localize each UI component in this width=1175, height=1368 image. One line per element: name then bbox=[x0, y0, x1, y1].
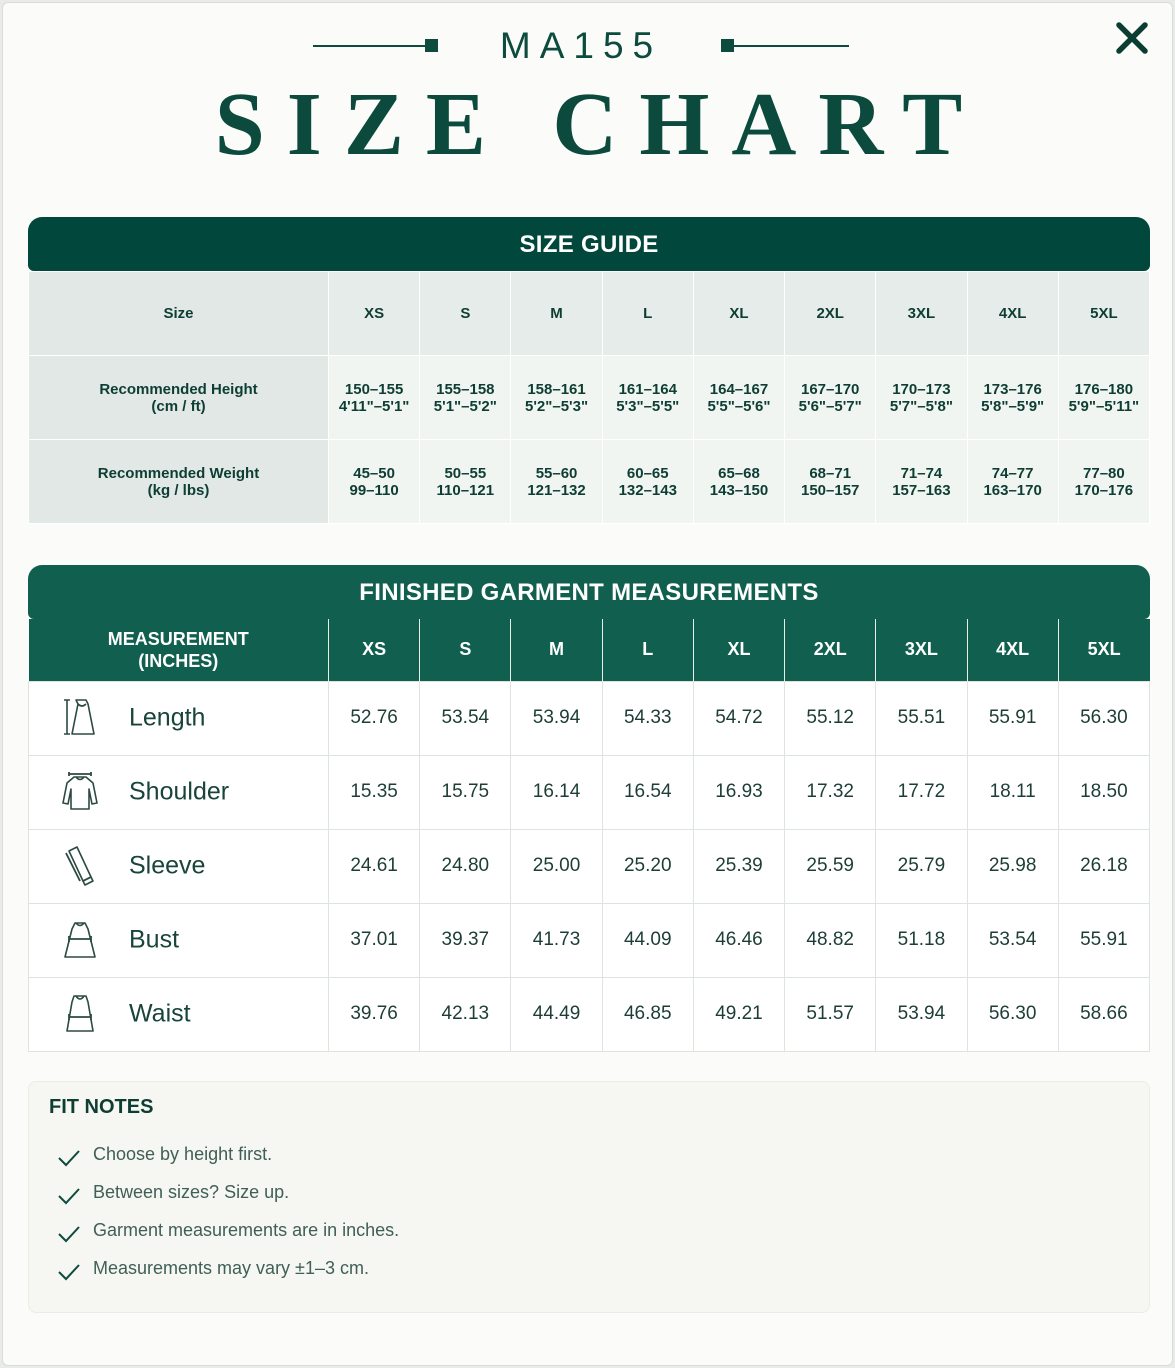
header bbox=[3, 3, 1174, 203]
measurement-name: Sleeve bbox=[129, 851, 206, 880]
height-ft: 4'11"–5'1" bbox=[338, 397, 410, 415]
weight-lbs: 132–143 bbox=[618, 481, 677, 499]
weight-lbs: 157–163 bbox=[892, 481, 951, 499]
weight-kg: 45–50 bbox=[353, 464, 395, 482]
weight-lbs: 99–110 bbox=[349, 481, 399, 499]
weight-cell bbox=[329, 440, 420, 524]
bust-icon bbox=[57, 917, 103, 963]
height-cell bbox=[420, 356, 511, 440]
measurement-label bbox=[29, 755, 329, 829]
measurement-value: 16.14 bbox=[511, 755, 602, 829]
measurement-value: 54.33 bbox=[602, 681, 693, 755]
weight-lbs: 121–132 bbox=[527, 481, 586, 499]
weight-lbs: 163–170 bbox=[983, 481, 1042, 499]
height-label-line2: (cm / ft) bbox=[151, 397, 206, 415]
divider bbox=[313, 45, 431, 47]
weight-cell bbox=[693, 440, 784, 524]
measurement-value: 44.09 bbox=[602, 903, 693, 977]
weight-cell bbox=[785, 440, 876, 524]
measurement-value: 25.39 bbox=[693, 829, 784, 903]
check-icon bbox=[57, 1146, 81, 1170]
measurement-label bbox=[29, 903, 329, 977]
measurement-value: 16.93 bbox=[693, 755, 784, 829]
model-code: MA155 bbox=[499, 25, 663, 66]
height-label bbox=[29, 356, 329, 440]
height-cm: 173–176 bbox=[983, 380, 1042, 398]
measurement-value: 55.12 bbox=[785, 681, 876, 755]
height-ft: 5'3"–5'5" bbox=[616, 397, 680, 415]
measurement-value: 17.72 bbox=[876, 755, 967, 829]
weight-lbs: 110–121 bbox=[436, 481, 495, 499]
measurement-value: 55.51 bbox=[876, 681, 967, 755]
measurement-name: Waist bbox=[129, 999, 191, 1028]
shoulder-icon bbox=[57, 769, 103, 815]
size-guide-table bbox=[28, 271, 1150, 524]
size-header: 3XL bbox=[876, 619, 967, 681]
weight-kg: 60–65 bbox=[626, 464, 669, 482]
measurement-value: 54.72 bbox=[693, 681, 784, 755]
measurement-header-line1: MEASUREMENT bbox=[107, 628, 249, 649]
measurements-title: FINISHED GARMENT MEASUREMENTS bbox=[28, 565, 1150, 619]
size-header: 5XL bbox=[1058, 619, 1149, 681]
decor-square bbox=[425, 39, 438, 52]
weight-lbs: 170–176 bbox=[1074, 481, 1134, 499]
measurements-header-row bbox=[29, 619, 1150, 681]
measurement-value: 25.98 bbox=[967, 829, 1058, 903]
size-cell: XL bbox=[693, 272, 784, 356]
measurement-value: 55.91 bbox=[1058, 903, 1149, 977]
measurement-value: 15.35 bbox=[329, 755, 420, 829]
size-cell: M bbox=[511, 272, 602, 356]
weight-lbs: 150–157 bbox=[801, 481, 860, 499]
measurement-value: 25.20 bbox=[602, 829, 693, 903]
measurement-row-sleeve bbox=[29, 829, 1150, 903]
measurement-value: 37.01 bbox=[329, 903, 420, 977]
size-header: 2XL bbox=[785, 619, 876, 681]
measurement-value: 18.50 bbox=[1058, 755, 1149, 829]
measurement-value: 39.37 bbox=[420, 903, 511, 977]
measurement-row-waist bbox=[29, 977, 1150, 1051]
height-ft: 5'8"–5'9" bbox=[981, 397, 1045, 415]
height-ft: 5'6"–5'7" bbox=[798, 397, 862, 415]
weight-kg: 71–74 bbox=[900, 464, 943, 482]
size-row bbox=[29, 272, 1150, 356]
height-label-line1: Recommended Height bbox=[99, 380, 258, 398]
measurement-header-line2: (INCHES) bbox=[138, 650, 219, 671]
measurement-name: Bust bbox=[129, 925, 180, 954]
size-cell: XS bbox=[329, 272, 420, 356]
height-cell bbox=[511, 356, 602, 440]
fit-note-text: Choose by height first. bbox=[93, 1144, 273, 1164]
weight-cell bbox=[967, 440, 1058, 524]
weight-kg: 74–77 bbox=[991, 464, 1034, 482]
weight-kg: 55–60 bbox=[535, 464, 578, 482]
fit-notes-title: FIT NOTES bbox=[49, 1096, 154, 1118]
measurement-value: 56.30 bbox=[1058, 681, 1149, 755]
size-chart-modal bbox=[2, 2, 1173, 1366]
measurement-value: 51.57 bbox=[785, 977, 876, 1051]
size-cell: L bbox=[602, 272, 693, 356]
weight-kg: 50–55 bbox=[444, 464, 487, 482]
measurement-value: 51.18 bbox=[876, 903, 967, 977]
height-cm: 176–180 bbox=[1074, 380, 1134, 398]
measurement-row-shoulder bbox=[29, 755, 1150, 829]
measurement-row-length bbox=[29, 681, 1150, 755]
measurement-name: Length bbox=[129, 703, 206, 732]
height-cell bbox=[602, 356, 693, 440]
measurement-value: 48.82 bbox=[785, 903, 876, 977]
weight-kg: 68–71 bbox=[809, 464, 852, 482]
height-cm: 150–155 bbox=[344, 380, 404, 398]
measurement-value: 44.49 bbox=[511, 977, 602, 1051]
measurement-value: 25.59 bbox=[785, 829, 876, 903]
weight-cell bbox=[876, 440, 967, 524]
measurement-value: 52.76 bbox=[329, 681, 420, 755]
measurement-value: 15.75 bbox=[420, 755, 511, 829]
size-header: 4XL bbox=[967, 619, 1058, 681]
measurement-value: 53.54 bbox=[967, 903, 1058, 977]
weight-kg: 77–80 bbox=[1083, 464, 1125, 482]
check-icon bbox=[57, 1184, 81, 1208]
height-ft: 5'2"–5'3" bbox=[525, 397, 589, 415]
weight-cell bbox=[420, 440, 511, 524]
measurement-value: 55.91 bbox=[967, 681, 1058, 755]
measurement-value: 58.66 bbox=[1058, 977, 1149, 1051]
weight-label-line2: (kg / lbs) bbox=[147, 481, 210, 499]
measurement-value: 24.61 bbox=[329, 829, 420, 903]
measurement-value: 41.73 bbox=[511, 903, 602, 977]
height-ft: 5'1"–5'2" bbox=[433, 397, 497, 415]
measurement-label bbox=[29, 977, 329, 1051]
measurement-value: 17.32 bbox=[785, 755, 876, 829]
measurement-value: 16.54 bbox=[602, 755, 693, 829]
measurement-name: Shoulder bbox=[129, 777, 230, 806]
measurement-value: 49.21 bbox=[693, 977, 784, 1051]
height-ft: 5'7"–5'8" bbox=[889, 397, 953, 415]
weight-kg: 65–68 bbox=[718, 464, 760, 482]
size-header: XL bbox=[693, 619, 784, 681]
size-header: L bbox=[602, 619, 693, 681]
weight-row bbox=[29, 440, 1150, 524]
check-icon bbox=[57, 1222, 81, 1246]
measurement-value: 53.94 bbox=[511, 681, 602, 755]
measurement-value: 25.00 bbox=[511, 829, 602, 903]
size-label: Size bbox=[29, 272, 329, 356]
height-cm: 158–161 bbox=[527, 380, 586, 398]
measurement-value: 42.13 bbox=[420, 977, 511, 1051]
measurement-label bbox=[29, 829, 329, 903]
model-row bbox=[3, 25, 1174, 69]
measurement-value: 25.79 bbox=[876, 829, 967, 903]
size-cell: 2XL bbox=[785, 272, 876, 356]
measurements-table bbox=[28, 619, 1150, 1052]
page-title: SIZE CHART bbox=[214, 75, 985, 174]
size-header: M bbox=[511, 619, 602, 681]
fit-note-text: Measurements may vary ±1–3 cm. bbox=[93, 1258, 369, 1278]
weight-label-line1: Recommended Weight bbox=[97, 464, 260, 482]
divider bbox=[729, 45, 849, 47]
height-cell bbox=[329, 356, 420, 440]
waist-icon bbox=[57, 991, 103, 1037]
measurement-value: 53.54 bbox=[420, 681, 511, 755]
weight-cell bbox=[511, 440, 602, 524]
fit-note-text: Between sizes? Size up. bbox=[93, 1182, 290, 1202]
weight-lbs: 143–150 bbox=[709, 481, 769, 499]
check-icon bbox=[57, 1260, 81, 1284]
measurement-label bbox=[29, 681, 329, 755]
dress-length-icon bbox=[57, 695, 103, 741]
measurement-value: 39.76 bbox=[329, 977, 420, 1051]
height-cell bbox=[876, 356, 967, 440]
height-cm: 164–167 bbox=[709, 380, 769, 398]
height-row bbox=[29, 356, 1150, 440]
measurement-header bbox=[29, 619, 329, 681]
height-cell bbox=[1058, 356, 1149, 440]
measurement-value: 18.11 bbox=[967, 755, 1058, 829]
size-cell: 4XL bbox=[967, 272, 1058, 356]
height-cell bbox=[967, 356, 1058, 440]
height-cell bbox=[785, 356, 876, 440]
size-cell: 5XL bbox=[1058, 272, 1149, 356]
measurement-value: 24.80 bbox=[420, 829, 511, 903]
height-ft: 5'9"–5'11" bbox=[1068, 397, 1140, 415]
fit-note-text: Garment measurements are in inches. bbox=[93, 1220, 400, 1240]
measurement-value: 26.18 bbox=[1058, 829, 1149, 903]
height-cm: 155–158 bbox=[436, 380, 495, 398]
size-header: S bbox=[420, 619, 511, 681]
weight-label bbox=[29, 440, 329, 524]
height-cm: 161–164 bbox=[618, 380, 677, 398]
size-cell: 3XL bbox=[876, 272, 967, 356]
size-guide-title: SIZE GUIDE bbox=[28, 217, 1150, 271]
size-cell: S bbox=[420, 272, 511, 356]
sleeve-icon bbox=[57, 843, 103, 889]
height-cell bbox=[693, 356, 784, 440]
fit-notes bbox=[28, 1081, 1150, 1313]
measurement-value: 46.46 bbox=[693, 903, 784, 977]
weight-cell bbox=[1058, 440, 1149, 524]
measurement-value: 53.94 bbox=[876, 977, 967, 1051]
height-cm: 167–170 bbox=[801, 380, 860, 398]
measurement-row-bust bbox=[29, 903, 1150, 977]
size-header: XS bbox=[329, 619, 420, 681]
weight-cell bbox=[602, 440, 693, 524]
measurement-value: 46.85 bbox=[602, 977, 693, 1051]
height-ft: 5'5"–5'6" bbox=[707, 397, 771, 415]
measurement-value: 56.30 bbox=[967, 977, 1058, 1051]
height-cm: 170–173 bbox=[892, 380, 951, 398]
